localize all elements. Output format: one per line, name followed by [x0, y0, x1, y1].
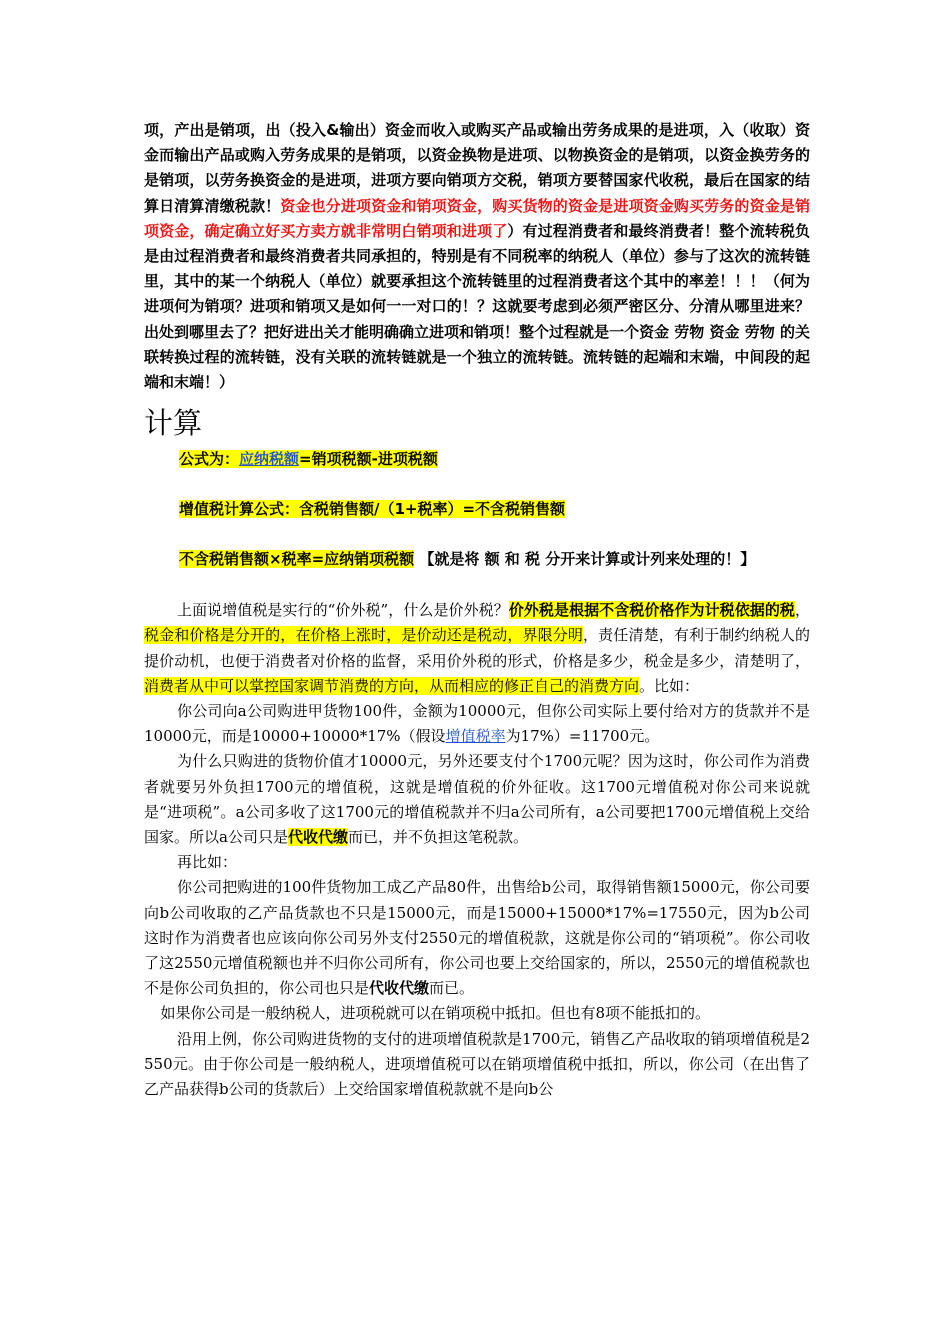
- formula-1-highlight: [179, 450, 438, 468]
- text-span: 你公司向a公司购进甲货物100件，金额为10000元，但你公司实际上要付给对方的货款并不是10000元，而是10000+10000*17%（假设: [144, 702, 810, 746]
- formula-3-highlight: 不含税销售额×税率=应纳销项税额: [179, 550, 415, 569]
- intro-paragraph: [144, 118, 810, 395]
- formula-1-suffix: =销项税额-进项税额: [299, 450, 438, 469]
- formula-line-2: [144, 497, 810, 522]
- text-span: 而已，并不负担这笔税款。: [347, 828, 528, 847]
- formula-line-3: [144, 547, 810, 572]
- text-span: 而已。: [429, 979, 475, 998]
- highlight-separation: 税金和价格是分开的，在价格上涨时，是价动还是税动，界限分明: [144, 626, 584, 645]
- another-example-label: 再比如：: [177, 853, 238, 872]
- text-span: 上面说增值税是实行的“价外税”，什么是价外税？: [177, 601, 509, 620]
- collect-on-behalf-bold: 代收代缴: [369, 979, 430, 998]
- highlight-consumer: 消费者从中可以掌控国家调节消费的方向，从而相应的修正自己的消费方向: [144, 676, 640, 695]
- vat-explanation-paragraph: [144, 598, 810, 699]
- intro-red-text: 资金也分进项资金和销项资金，购买货物的资金是进项资金购买劳务的资金是销项资金，确定确立好买方卖方就非常明白销项和进项了: [144, 196, 810, 240]
- document-page: [144, 118, 810, 1102]
- intro-text-2: ）有过程消费者和最终消费者！整个流转税负是由过程消费者和最终消费者共同承担的，特别是有不同税率的纳税人（单位）参与了这次的流转链里，其中的某一个纳税人（单位）就要承担这个流转链里的过程消费者这个其中的率差！！！（何为进项何为销项？进项和销项又是如何一一对口的！？这就要考虑到必须严密区分、分清从哪里进来？出处到哪里去了？把好进出关才能明确确立进项和销项！整个过程就是一个资金 劳物 资金 劳物 的关联转换过程的流转链，没有关联的流转链就是一个独立的流转链。流转链的起端和末端，中间段的起端和末端！）: [144, 221, 810, 392]
- formula-1-prefix: 公式为：: [179, 450, 240, 469]
- intro-text-1: 项，产出是销项，出（投入&输出）资金而收入或购买产品或输出劳务成果的是进项，入（收取）资金而输出产品或购入劳务成果的是销项，以资金换物是进项、以物换资金的是销项，以资金换劳务的是销项，以劳务换资金的是进项，进项方要向销项方交税，销项方要替国家代收税，最后在国家的结算日清算清缴税款！: [144, 121, 810, 215]
- text-span: ，: [794, 601, 810, 620]
- collect-on-behalf-highlight: 代收代缴: [287, 828, 348, 847]
- text-span: 为17%）=11700元。: [505, 727, 660, 746]
- input-tax-paragraph: [144, 749, 810, 850]
- section-heading: 计算: [144, 406, 203, 441]
- text-span: ，责任清楚，有利于制约纳税人的提价动机，也便于消费者对价格的监督，采用价外税的形式，价格是多少，税金是多少，清楚明了，: [144, 626, 810, 670]
- text-span: 你公司把购进的100件货物加工成乙产品80件，出售给b公司，取得销售额15000元，你公司要向b公司收取的乙产品货款也不只是15000元，而是15000+15000*17%=17550元，因为b公司这时作为消费者也应该向你公司另外支付2550元的增值税款，这就是你公司的“销项税”。你公司收了这2550元增值税额也并不归你公司所有，你公司也要上交给国家的，所以，2550元的增值税款也不是你公司负担的，你公司也只是: [144, 878, 810, 998]
- text-span: 。比如：: [639, 676, 700, 695]
- vat-rate-link[interactable]: 增值税率: [445, 727, 506, 746]
- highlight-bold-definition: 价外税是根据不含税价格作为计税依据的税: [508, 601, 795, 620]
- formula-2-text: 增值税计算公式：含税销售额/（1+税率）=不含税销售额: [179, 500, 566, 519]
- tax-payable-link[interactable]: 应纳税额: [239, 450, 300, 469]
- deduction-paragraph: 如果你公司是一般纳税人，进项税就可以在销项税中抵扣。但也有8项不能抵扣的。: [160, 1004, 711, 1023]
- text-span: 为什么只购进的货物价值才10000元，另外还要支付个1700元呢？因为这时，你公司作为消费者就要另外负担1700元的增值税，这就是增值税的价外征收。这1700元增值税对你公司来说就是“进项税”。a公司多收了这1700元的增值税款并不归a公司所有，a公司要把1700元增值税上交给国家。所以a公司只是: [144, 752, 810, 847]
- formula-line-1: [144, 447, 810, 472]
- example-purchase-paragraph: [144, 699, 810, 749]
- formula-3-note: 【就是将 额 和 税 分开来计算或计列来处理的！】: [414, 550, 756, 569]
- output-tax-paragraph: [144, 875, 810, 1001]
- continued-example-paragraph: 沿用上例，你公司购进货物的支付的进项增值税款是1700元，销售乙产品收取的销项增值税是2550元。由于你公司是一般纳税人，进项增值税可以在销项增值税中抵扣，所以，你公司（在出售了乙产品获得b公司的货款后）上交给国家增值税款就不是向b公: [144, 1029, 810, 1099]
